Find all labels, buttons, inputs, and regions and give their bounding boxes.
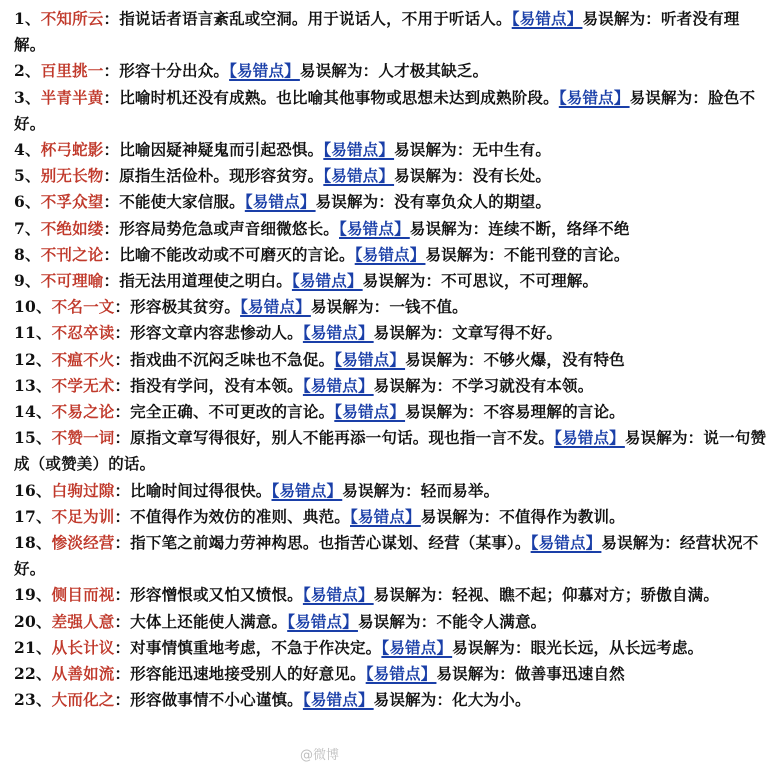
- idiom-definition: ：原指生活俭朴。现形容贫穷。: [103, 166, 324, 186]
- entry-number: 11、: [14, 323, 52, 343]
- error-point-tag: 【易错点】: [244, 192, 316, 212]
- misinterpretation: 易误解为：轻而易举。: [342, 480, 500, 500]
- idiom-term: 百里挑一: [40, 61, 104, 81]
- idiom-definition: ：形容局势危急或声音细微悠长。: [103, 218, 340, 238]
- error-point-tag: 【易错点】: [558, 87, 630, 107]
- misinterpretation: 易误解为：一钱不值。: [310, 297, 468, 317]
- watermark: @微博: [300, 748, 340, 763]
- entry-number: 17、: [14, 506, 52, 526]
- misinterpretation: 易误解为：不容易理解的言论。: [405, 402, 625, 422]
- idiom-term: 从善如流: [51, 664, 115, 684]
- idiom-entry: [14, 216, 769, 242]
- idiom-term: 差强人意: [51, 611, 115, 631]
- error-point-tag: 【易错点】: [511, 9, 583, 28]
- idiom-entry: [14, 242, 769, 268]
- idiom-list: [14, 6, 769, 713]
- idiom-entry: [14, 6, 769, 58]
- idiom-term: 从长计议: [51, 637, 115, 657]
- misinterpretation: 易误解为：不学习就没有本领。: [373, 375, 594, 395]
- error-point-tag: 【易错点】: [287, 611, 358, 631]
- entry-number: 22、: [14, 664, 52, 684]
- idiom-definition: ：比喻时机还没有成熟。也比喻其他事物或思想未达到成熟阶段。: [103, 87, 559, 107]
- idiom-term: 侧目而视: [51, 585, 115, 605]
- misinterpretation: 易误解为：人才极其缺乏。: [299, 61, 489, 81]
- misinterpretation: 易误解为：轻视、瞧不起；仰慕对方；骄傲自满。: [373, 585, 720, 605]
- misinterpretation: 易误解为：听者没有理解。: [14, 9, 740, 55]
- misinterpretation: 易误解为：连续不断，络绎不绝: [409, 218, 630, 238]
- misinterpretation: 易误解为：不可思议，不可理解。: [362, 271, 599, 291]
- idiom-definition: ：比喻时间过得很快。: [114, 480, 272, 500]
- idiom-term: 不可理喻: [40, 271, 104, 291]
- entry-number: 3、: [14, 87, 41, 107]
- idiom-definition: ：形容做事情不小心谨慎。: [114, 690, 303, 710]
- idiom-term: 别无长物: [40, 166, 104, 186]
- error-point-tag: 【易错点】: [323, 166, 395, 186]
- error-point-tag: 【易错点】: [229, 61, 300, 81]
- idiom-definition: ：对事情慎重地考虑，不急于作决定。: [114, 637, 382, 657]
- misinterpretation: 易误解为：不能令人满意。: [357, 611, 547, 631]
- error-point-tag: 【易错点】: [334, 349, 406, 369]
- entry-number: 6、: [14, 192, 41, 212]
- idiom-term: 不刊之论: [40, 244, 104, 264]
- idiom-entry: [14, 635, 769, 661]
- idiom-term: 白驹过隙: [51, 480, 115, 500]
- idiom-entry: [14, 582, 769, 608]
- idiom-entry: [14, 425, 769, 477]
- entry-number: 14、: [14, 402, 52, 422]
- idiom-definition: ：大体上还能使人满意。: [114, 611, 288, 631]
- idiom-entry: [14, 661, 769, 687]
- idiom-definition: ：形容极其贫穷。: [114, 297, 241, 317]
- idiom-definition: ：完全正确、不可更改的言论。: [114, 402, 335, 422]
- idiom-term: 不足为训: [51, 506, 115, 526]
- idiom-entry: [14, 268, 769, 294]
- idiom-entry: [14, 85, 769, 137]
- idiom-definition: ：不能使大家信服。: [103, 192, 245, 212]
- misinterpretation: 易误解为：不能刊登的言论。: [425, 244, 630, 264]
- misinterpretation: 易误解为：做善事迅速自然: [436, 664, 625, 684]
- misinterpretation: 易误解为：不值得作为教训。: [420, 506, 625, 526]
- error-point-tag: 【易错点】: [381, 637, 453, 657]
- idiom-term: 不名一文: [51, 297, 115, 317]
- idiom-term: 不瘟不火: [51, 349, 115, 369]
- error-point-tag: 【易错点】: [302, 690, 374, 710]
- entry-number: 19、: [14, 585, 52, 605]
- error-point-tag: 【易错点】: [302, 375, 374, 395]
- idiom-definition: ：比喻因疑神疑鬼而引起恐惧。: [103, 140, 324, 160]
- idiom-term: 不忍卒读: [51, 323, 115, 343]
- error-point-tag: 【易错点】: [271, 480, 343, 500]
- idiom-entry: [14, 478, 769, 504]
- error-point-tag: 【易错点】: [323, 140, 395, 160]
- entry-number: 18、: [14, 533, 52, 553]
- idiom-term: 不易之论: [51, 402, 115, 422]
- misinterpretation: 易误解为：没有长处。: [394, 166, 552, 186]
- error-point-tag: 【易错点】: [350, 506, 421, 526]
- idiom-entry: [14, 294, 769, 320]
- entry-number: 7、: [14, 218, 41, 238]
- entry-number: 21、: [14, 637, 52, 657]
- error-point-tag: 【易错点】: [554, 428, 625, 448]
- idiom-entry: [14, 189, 769, 215]
- entry-number: 13、: [14, 375, 52, 395]
- entry-number: 9、: [14, 271, 41, 291]
- error-point-tag: 【易错点】: [240, 297, 311, 317]
- error-point-tag: 【易错点】: [302, 585, 374, 605]
- error-point-tag: 【易错点】: [339, 218, 410, 238]
- error-point-tag: 【易错点】: [302, 323, 374, 343]
- misinterpretation: 易误解为：不够火爆，没有特色: [405, 349, 625, 369]
- idiom-term: 不绝如缕: [40, 218, 104, 238]
- idiom-entry: [14, 530, 769, 582]
- misinterpretation: 易误解为：无中生有。: [394, 140, 552, 160]
- idiom-definition: ：指无法用道理使之明白。: [103, 271, 292, 291]
- idiom-definition: ：指下笔之前竭力劳神构思。也指苦心谋划、经营（某事）。: [114, 533, 531, 553]
- idiom-definition: ：指戏曲不沉闷乏味也不急促。: [114, 349, 335, 369]
- idiom-term: 不赞一词: [51, 428, 115, 448]
- idiom-definition: ：原指文章写得很好，别人不能再添一句话。现也指一言不发。: [114, 428, 555, 448]
- misinterpretation: 易误解为：经营状况不好。: [14, 533, 759, 579]
- idiom-term: 惨淡经营: [51, 533, 115, 553]
- error-point-tag: 【易错点】: [291, 271, 363, 291]
- entry-number: 4、: [14, 140, 41, 160]
- idiom-entry: [14, 137, 769, 163]
- idiom-entry: [14, 163, 769, 189]
- error-point-tag: 【易错点】: [354, 244, 426, 264]
- error-point-tag: 【易错点】: [530, 533, 602, 553]
- error-point-tag: 【易错点】: [334, 402, 406, 422]
- misinterpretation: 易误解为：没有辜负众人的期望。: [315, 192, 552, 212]
- entry-number: 23、: [14, 690, 52, 710]
- misinterpretation: 易误解为：眼光长远，从长远考虑。: [452, 637, 704, 657]
- idiom-term: 不学无术: [51, 375, 115, 395]
- idiom-term: 不孚众望: [40, 192, 104, 212]
- idiom-definition: ：不值得作为效仿的准则、典范。: [114, 506, 350, 526]
- entry-number: 1、: [14, 9, 41, 28]
- idiom-term: 大而化之: [51, 690, 115, 710]
- error-point-tag: 【易错点】: [365, 664, 437, 684]
- idiom-entry: [14, 687, 769, 713]
- idiom-definition: ：形容憎恨或又怕又愤恨。: [114, 585, 303, 605]
- idiom-definition: ：比喻不能改动或不可磨灭的言论。: [103, 244, 355, 264]
- idiom-entry: [14, 504, 769, 530]
- idiom-entry: [14, 58, 769, 84]
- misinterpretation: 易误解为：化大为小。: [373, 690, 531, 710]
- idiom-entry: [14, 320, 769, 346]
- idiom-term: 不知所云: [40, 9, 104, 28]
- idiom-definition: ：指没有学问，没有本领。: [114, 375, 303, 395]
- idiom-term: 杯弓蛇影: [40, 140, 104, 160]
- entry-number: 12、: [14, 349, 52, 369]
- idiom-entry: [14, 347, 769, 373]
- entry-number: 20、: [14, 611, 52, 631]
- misinterpretation: 易误解为：文章写得不好。: [373, 323, 563, 343]
- idiom-definition: ：形容能迅速地接受别人的好意见。: [114, 664, 366, 684]
- idiom-term: 半青半黄: [40, 87, 104, 107]
- idiom-entry: [14, 373, 769, 399]
- entry-number: 15、: [14, 428, 52, 448]
- idiom-entry: [14, 399, 769, 425]
- entry-number: 16、: [14, 480, 52, 500]
- entry-number: 2、: [14, 61, 41, 81]
- entry-number: 5、: [14, 166, 41, 186]
- idiom-definition: ：形容文章内容悲惨动人。: [114, 323, 303, 343]
- idiom-entry: [14, 609, 769, 635]
- misinterpretation: 易误解为：脸色不好。: [14, 87, 756, 133]
- misinterpretation: 易误解为：说一句赞成（或赞美）的话。: [14, 428, 767, 474]
- entry-number: 10、: [14, 297, 52, 317]
- idiom-definition: ：形容十分出众。: [103, 61, 230, 81]
- entry-number: 8、: [14, 244, 41, 264]
- idiom-definition: ：指说话者语言紊乱或空洞。用于说话人，不用于听话人。: [103, 9, 512, 28]
